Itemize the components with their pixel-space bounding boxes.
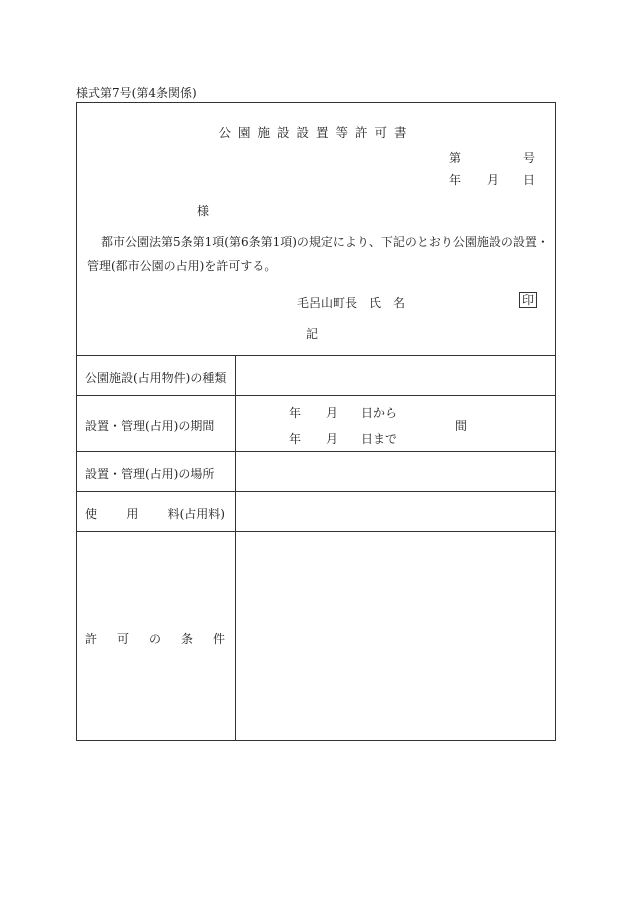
date-year: 年 bbox=[449, 173, 462, 187]
table-top-border bbox=[77, 355, 555, 356]
row-divider bbox=[77, 491, 555, 492]
note-heading: 記 bbox=[306, 327, 319, 341]
period-to-month: 月 bbox=[326, 432, 339, 446]
conditions-label-char: 条 bbox=[180, 632, 193, 646]
date-month: 月 bbox=[487, 173, 500, 187]
body-text-line-1: 都市公園法第5条第1項(第6条第1項)の規定により、下記のとおり公園施設の設置・ bbox=[101, 235, 549, 249]
row-label-conditions bbox=[85, 630, 225, 647]
period-from-day: 日から bbox=[361, 406, 398, 420]
number-prefix: 第 bbox=[449, 151, 462, 165]
issuer-title: 毛呂山町長 bbox=[297, 296, 358, 310]
issuer-name-label: 氏 名 bbox=[369, 296, 406, 310]
addressee-suffix: 様 bbox=[197, 204, 210, 218]
period-from-year: 年 bbox=[289, 406, 302, 420]
period-to-day: 日まで bbox=[361, 432, 398, 446]
row-label-facility-type: 公園施設(占用物件)の種類 bbox=[85, 371, 227, 385]
conditions-label-char: 件 bbox=[212, 632, 225, 646]
row-divider bbox=[77, 451, 555, 452]
period-from-month: 月 bbox=[326, 406, 339, 420]
row-label-period: 設置・管理(占用)の期間 bbox=[85, 419, 215, 433]
row-label-fee bbox=[85, 505, 225, 522]
row-divider bbox=[77, 531, 555, 532]
form-number-label: 様式第7号(第4条関係) bbox=[76, 86, 197, 100]
period-to-year: 年 bbox=[289, 432, 302, 446]
period-duration: 間 bbox=[455, 419, 468, 433]
row-label-place: 設置・管理(占用)の場所 bbox=[85, 467, 215, 481]
conditions-label-char: 可 bbox=[116, 632, 129, 646]
fee-label-char: 料(占用料) bbox=[167, 507, 225, 521]
permit-form bbox=[76, 102, 556, 741]
body-text-line-2: 管理(都市公園の占用)を許可する。 bbox=[87, 259, 277, 273]
document-title: 公園施設設置等許可書 bbox=[218, 125, 414, 140]
seal-mark: 印 bbox=[519, 292, 537, 308]
row-divider bbox=[77, 395, 555, 396]
number-suffix: 号 bbox=[523, 151, 536, 165]
date-day: 日 bbox=[523, 173, 536, 187]
column-divider bbox=[235, 355, 236, 740]
conditions-label-char: 許 bbox=[85, 632, 98, 646]
fee-label-char: 使 bbox=[85, 507, 98, 521]
conditions-label-char: の bbox=[148, 632, 161, 646]
fee-label-char: 用 bbox=[126, 507, 139, 521]
